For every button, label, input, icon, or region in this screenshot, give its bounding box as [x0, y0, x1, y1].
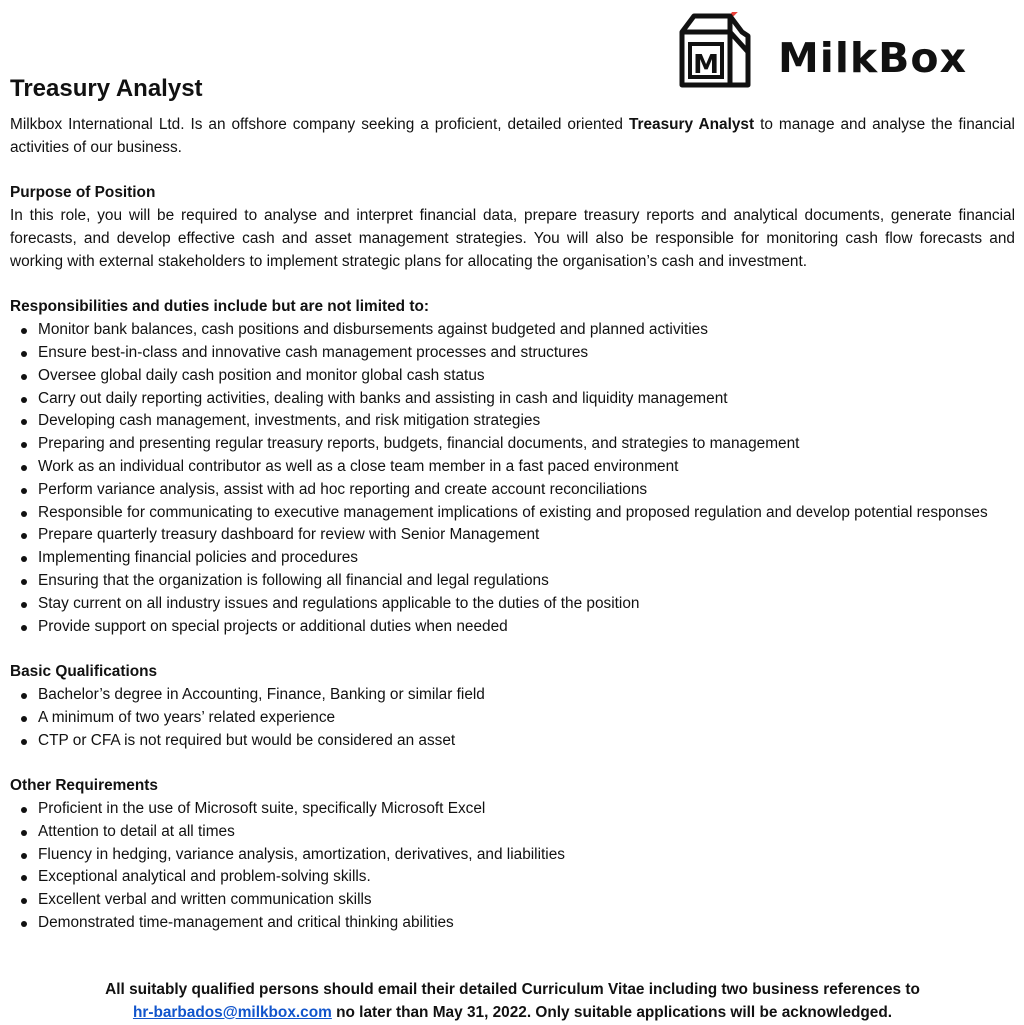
list-item-text: Work as an individual contributor as well as a close team member in a fast paced environment [38, 457, 679, 475]
bullet-icon [21, 875, 27, 881]
list-item [10, 684, 1015, 707]
list-item-text: Ensuring that the organization is following all financial and legal regulations [38, 571, 549, 589]
other-requirements-list [10, 798, 1015, 935]
bullet-icon [21, 328, 27, 334]
brand-logo [678, 12, 1023, 88]
bullet-icon [21, 602, 27, 608]
list-item [10, 342, 1015, 365]
list-item-text: Ensure best-in-class and innovative cash management processes and structures [38, 343, 589, 361]
list-item-text: Perform variance analysis, assist with ad hoc reporting and create account reconciliations [38, 480, 648, 498]
bullet-icon [21, 625, 27, 631]
bullet-icon [21, 716, 27, 722]
bullet-icon [21, 533, 27, 539]
intro-role: Treasury Analyst [628, 116, 755, 133]
list-item-text: Provide support on special projects or additional duties when needed [38, 617, 508, 635]
bullet-icon [21, 465, 27, 471]
list-item-text: Prepare quarterly treasury dashboard for review with Senior Management [38, 526, 540, 544]
bullet-icon [21, 807, 27, 813]
qualifications-list [10, 684, 1015, 752]
list-item [10, 844, 1015, 867]
bullet-icon [21, 556, 27, 562]
list-item [10, 479, 1015, 502]
list-item-text: CTP or CFA is not required but would be considered an asset [38, 731, 456, 749]
list-item-text: Developing cash management, investments, and risk mitigation strategies [38, 412, 541, 430]
email-link[interactable]: hr-barbados@milkbox.com [132, 1003, 332, 1021]
list-item-text: Monitor bank balances, cash positions and disbursements against budgeted and planned activities [38, 321, 708, 339]
qualifications-heading: Basic Qualifications [10, 663, 158, 681]
bullet-icon [21, 579, 27, 585]
list-item-text: A minimum of two years’ related experience [38, 708, 336, 726]
logo-mark-letter: M [693, 50, 719, 80]
purpose-text: In this role, you will be required to analyse and interpret financial data, prepare treasury reports and analytical documents, generate financial forecasts, and develop effective cash and asset management strategies. You will also be responsible for monitoring cash flow forecasts and working with external stakeholders to implement strategic plans for allocating the organisation’s cash and investment. [10, 207, 1015, 270]
list-item [10, 502, 1015, 525]
list-item [10, 616, 1015, 639]
responsibilities-list [10, 319, 1015, 638]
list-item [10, 821, 1015, 844]
list-item [10, 593, 1015, 616]
bullet-icon [21, 419, 27, 425]
list-item-text: Carry out daily reporting activities, dealing with banks and assisting in cash and liquidity management [38, 389, 728, 407]
bullet-icon [21, 853, 27, 859]
list-item-text: Oversee global daily cash position and monitor global cash status [38, 366, 485, 384]
list-item-text: Attention to detail at all times [38, 822, 235, 840]
bullet-icon [21, 397, 27, 403]
list-item-text: Stay current on all industry issues and regulations applicable to the duties of the position [38, 594, 640, 612]
bullet-icon [21, 374, 27, 380]
footer-line-1: All suitably qualified persons should email their detailed Curriculum Vitae including two business references to [105, 981, 920, 998]
bullet-icon [21, 488, 27, 494]
list-item-text: Proficient in the use of Microsoft suite, specifically Microsoft Excel [38, 799, 486, 817]
list-item [10, 456, 1015, 479]
other-requirements-heading: Other Requirements [10, 777, 158, 795]
list-item [10, 798, 1015, 821]
list-item-text: Exceptional analytical and problem-solving skills. [38, 868, 371, 886]
footer-line-2 [10, 1002, 1015, 1025]
bullet-icon [21, 511, 27, 517]
bullet-icon [21, 442, 27, 448]
list-item [10, 365, 1015, 388]
list-item [10, 912, 1015, 935]
bullet-icon [21, 351, 27, 357]
list-item-text: Bachelor’s degree in Accounting, Finance, Banking or similar field [38, 685, 485, 703]
job-title: Treasury Analyst [10, 75, 203, 102]
list-item [10, 866, 1015, 889]
list-item-text: Preparing and presenting regular treasury reports, budgets, financial documents, and strategies to management [38, 435, 800, 453]
list-item-text: Responsible for communicating to executive management implications of existing and proposed regulation and develop potential responses [38, 503, 988, 521]
purpose-heading: Purpose of Position [10, 184, 156, 202]
intro-tail: to manage and analyse the financial activities of our business. [10, 116, 1015, 156]
bullet-icon [21, 739, 27, 745]
milk-carton-icon [678, 12, 754, 88]
footer-deadline: no later than May 31, 2022. Only suitable applications will be acknowledged. [331, 1003, 893, 1021]
list-item [10, 547, 1015, 570]
list-item-text: Fluency in hedging, variance analysis, amortization, derivatives, and liabilities [38, 845, 565, 863]
bullet-icon [21, 693, 27, 699]
list-item [10, 410, 1015, 433]
list-item [10, 524, 1015, 547]
list-item [10, 433, 1015, 456]
bullet-icon [21, 898, 27, 904]
list-item-text: Implementing financial policies and procedures [38, 549, 358, 567]
intro-lead: Milkbox International Ltd. Is an offshore company seeking a proficient, detailed oriented [10, 116, 629, 133]
intro-paragraph [10, 114, 1015, 160]
application-instructions [10, 979, 1015, 1025]
list-item [10, 707, 1015, 730]
list-item [10, 388, 1015, 411]
list-item [10, 570, 1015, 593]
list-item [10, 889, 1015, 912]
list-item-text: Excellent verbal and written communication skills [38, 891, 372, 909]
list-item [10, 730, 1015, 753]
bullet-icon [21, 830, 27, 836]
bullet-icon [21, 921, 27, 927]
brand-name: MilkBox [778, 34, 968, 82]
list-item [10, 319, 1015, 342]
posting-body [10, 114, 1015, 935]
responsibilities-heading: Responsibilities and duties include but are not limited to: [10, 298, 430, 316]
list-item-text: Demonstrated time-management and critical thinking abilities [38, 913, 454, 931]
